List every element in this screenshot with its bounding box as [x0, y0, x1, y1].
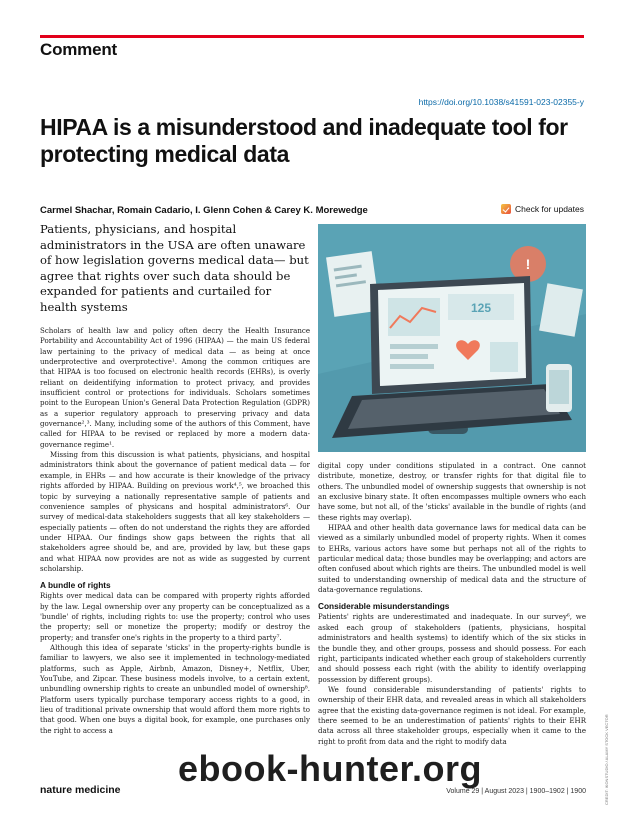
body-column-left [40, 326, 310, 736]
image-credit: CREDIT: IKONSTUDIO / ALAMY STOCK VECTOR [604, 714, 609, 805]
paragraph: Missing from this discussion is what patients, physicians, and hospital administrators think about the governance of patient medical data — for example, in EHRs — and how accurate is their knowledge of the privacy rights afforded by HIPAA. Building on previous work⁴,⁵, we broached this topic by surveying a nationally representative sample of patients and convenience samples of physicans and hospital administrators⁶. Our survey of medical-data stakeholders suggests that all key stakeholders — especially patients — often do not understand the rights they are afforded under HIPAA. Our findings show gaps between the rights that all stakeholders agree should be, and are, provided by law, but these gaps and what HIPAA now provides are not as wide as suggested by current scholarship. [40, 450, 310, 573]
paragraph: HIPAA and other health data governance laws for medical data can be viewed as a similarly unbundled model of property rights. When it comes to EHRs, various actors have some but perhaps not all of the rights to particular medical data; those bundles may be overlapping; and actors are often confused about which rights are theirs. The unbundled model is well suited to understanding ownership of medical data and the structure of data-governance regulations. [318, 523, 586, 595]
section-label: Comment [40, 40, 117, 59]
svg-text:125: 125 [470, 301, 492, 315]
section-top-rule [40, 35, 584, 38]
issue-metadata: Volume 29 | August 2023 | 1900–1902 | 1900 [446, 788, 586, 795]
author-list[interactable]: Carmel Shachar, Romain Cadario, I. Glenn Cohen & Carey K. Morewedge [40, 205, 368, 216]
subheading: A bundle of rights [40, 580, 111, 591]
paragraph: Rights over medical data can be compared with property rights afforded by the law. Legal ownership over any property can be conceptualized as a 'bundle' of rights, including rights to: use the property; control who uses the property; sell or monetize the property; modify or destroy the property; and transfer one's rights in the property to a third party⁷. [40, 591, 310, 642]
check-updates-label: Check for updates [515, 204, 584, 214]
check-for-updates-button[interactable] [501, 204, 584, 214]
journal-name: nature medicine [40, 784, 121, 796]
paragraph: Although this idea of separate 'sticks' in the property-rights bundle is familiar to lawyers, we also see it implemented in technology-mediated platforms, such as Apple, Airbnb, Amazon, Disney+, Netflix, Uber, YouTube, and Zipcar. These business models involve, to a certain extent, unbundling ownership rights to create an unbundled model of ownership⁸. Platform users typically purchase temporary access rights to a good, in lieu of traditional private ownership that would afford them more rights to that good. When one buys a digital book, for example, one purchases only the right to access a [40, 642, 310, 735]
paragraph: We found considerable misunderstanding of patients' rights to ownership of their EHR data, and revealed areas in which all stakeholders agree that the existing data-governance regimen is not ideal. For example, there seemed to be an underestimation of patients' rights to their EHR data across all three stakeholder groups, especially when it came to the right to profit from data and the right to modify data [318, 684, 586, 746]
doi-link[interactable]: https://doi.org/10.1038/s41591-023-02355-y [418, 97, 584, 107]
paragraph: Scholars of health law and policy often decry the Health Insurance Portability and Accountability Act of 1996 (HIPAA) — the main US federal law pertaining to the privacy of medical data — as being at once underprotective and overprotective¹. Among the common critiques are that HIPAA is too focused on electronic health records (EHRs), is overly reliant on deidentifying information to protect privacy, and provides insufficient control or protections for individuals. Scholars sometimes point to the European Union's General Data Protection Regulation (GDPR) as a superior regulatory approach to preserving privacy and data governance²,³. Many, including some of the authors of this Comment, have called for HIPAA to be revised or replaced by more a modern data-governance regime¹. [40, 326, 310, 449]
watermark-text: ebook-hunter.org [178, 748, 482, 789]
subheading: Considerable misunderstandings [318, 601, 450, 612]
check-updates-icon [501, 204, 511, 214]
body-column-right [318, 461, 586, 747]
article-title: HIPAA is a misunderstood and inadequate tool for protecting medical data [40, 114, 568, 167]
paragraph: Patients' rights are underestimated and inadequate. In our survey⁶, we asked each group of stakeholders (patients, physicians, hospital administrators and health systems) to identify which of the six sticks in the bundle they, and other groups, possess and should possess. For each right, participants indicated whether each group of stakeholders currently and should possess each right (with the ability to identify overlapping possession by different groups). [318, 612, 586, 684]
paragraph: digital copy under conditions stipulated in a contract. One cannot distribute, monetize, destroy, or transfer rights for that digital file to others. The unbundled model of ownership suggests that ownership is not an exclusive binary state. It often encompasses multiple owners who each have some, but not all, of the 'sticks' available in the bundle of rights (and these rights may overlap). [318, 461, 586, 522]
standfirst: Patients, physicians, and hospital administrators in the USA are often unaware of how legislation governs medical data— but agree that rights over such data should be expanded for patients and curtailed for health systems [40, 222, 309, 314]
svg-text:!: ! [525, 256, 531, 272]
article-illustration [318, 224, 586, 452]
